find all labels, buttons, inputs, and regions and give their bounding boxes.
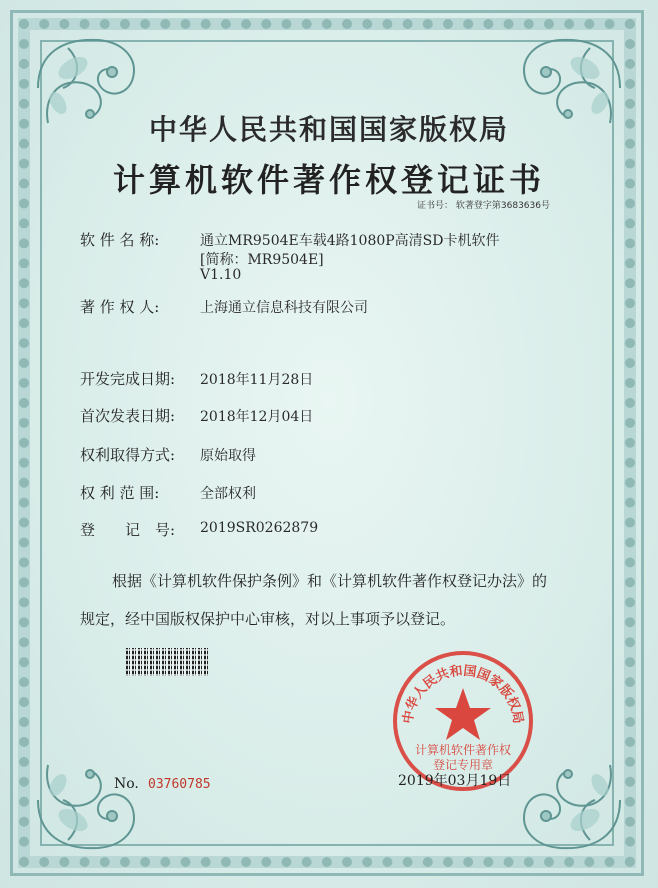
software-name-value: 通立MR9504E车载4路1080P高清SD卡机软件 — [200, 233, 500, 249]
seal-star-icon — [435, 688, 491, 740]
seal-inner-line-2: 登记专用章 — [432, 758, 494, 772]
acquisition-method-value: 原始取得 — [200, 448, 256, 464]
body-line-1: 根据《计算机软件保护条例》和《计算机软件著作权登记办法》的 — [112, 572, 548, 590]
copyright-owner-label: 著 作 权 人: — [80, 298, 160, 316]
software-version: V1.10 — [200, 267, 242, 283]
registration-number-value: 2019SR0262879 — [200, 520, 319, 536]
software-name-label: 软 件 名 称: — [80, 231, 160, 249]
certificate-title: 计算机软件著作权登记证书 — [112, 161, 545, 199]
copyright-owner-value: 上海通立信息科技有限公司 — [200, 300, 368, 316]
serial-label: No. — [114, 776, 139, 792]
body-line-2: 规定，经中国版权保护中心审核，对以上事项予以登记。 — [80, 610, 456, 628]
registration-number-label: 登 记 号: — [80, 521, 176, 539]
barcode-image — [126, 648, 208, 676]
seal-inner-line-1: 计算机软件著作权 — [414, 743, 512, 757]
publish-date-value: 2018年12月04日 — [200, 409, 314, 425]
acquisition-method-label: 权利取得方式: — [80, 446, 176, 464]
corner-ornament-bottom-left — [28, 750, 148, 860]
certificate-number — [417, 198, 550, 211]
rights-scope-label: 权 利 范 围: — [80, 484, 160, 502]
certificate-number-value: 软著登字第3683636号 — [455, 201, 550, 211]
serial-number: 03760785 — [148, 777, 211, 792]
issue-date: 2019年03月19日 — [398, 773, 512, 789]
completion-date-label: 开发完成日期: — [80, 370, 176, 388]
seal-ring-text: 中华人民共和国国家版权局 — [400, 663, 526, 725]
rights-scope-value: 全部权利 — [200, 486, 256, 502]
agency-title: 中华人民共和国国家版权局 — [148, 113, 509, 146]
certificate-number-label: 证书号： — [417, 201, 454, 211]
publish-date-label: 首次发表日期: — [80, 407, 176, 425]
completion-date-value: 2018年11月28日 — [200, 372, 314, 388]
software-short-name: [简称：MR9504E] — [200, 252, 324, 268]
